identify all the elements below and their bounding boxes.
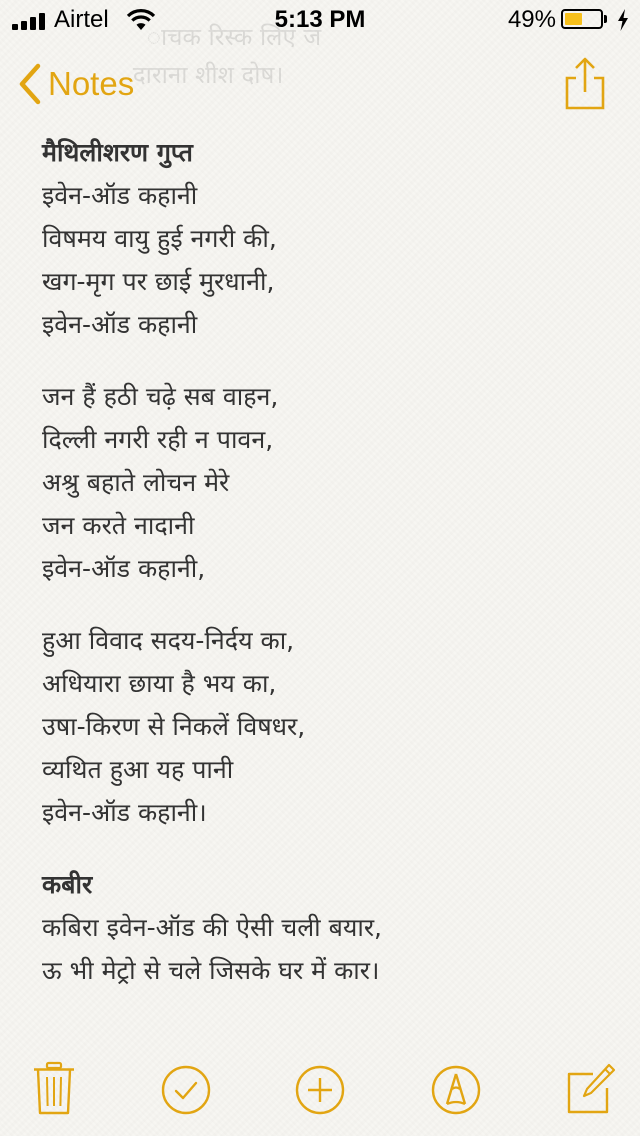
note-line: इवेन-ऑड कहानी xyxy=(42,310,198,339)
charging-bolt-icon xyxy=(617,9,629,31)
checklist-button[interactable] xyxy=(158,1060,214,1120)
add-button[interactable] xyxy=(292,1060,348,1120)
note-line: दिल्ली नगरी रही न पावन, xyxy=(42,425,274,454)
note-line: उषा-किरण से निकलें विषधर, xyxy=(42,712,306,741)
delete-note-button[interactable] xyxy=(26,1060,82,1120)
add-icon xyxy=(294,1064,346,1116)
note-line: इवेन-ऑड कहानी xyxy=(42,181,198,210)
bottom-toolbar xyxy=(0,1060,640,1124)
back-button-label: Notes xyxy=(48,65,135,102)
compose-note-button[interactable] xyxy=(562,1060,618,1120)
note-line: जन हैं हठी चढ़े सब वाहन, xyxy=(42,382,279,411)
compose-icon xyxy=(563,1062,617,1116)
chevron-left-icon xyxy=(18,63,42,105)
note-line: इवेन-ऑड कहानी, xyxy=(42,554,206,583)
back-to-notes-button[interactable] xyxy=(18,60,134,108)
poet-heading: मैथिलीशरण गुप्त xyxy=(42,138,193,167)
note-body[interactable] xyxy=(42,131,602,992)
note-line: कबिरा इवेन-ऑड की ऐसी चली बयार, xyxy=(42,913,383,942)
note-line: व्यथित हुआ यह पानी xyxy=(42,755,234,784)
note-line: अश्रु बहाते लोचन मेरे xyxy=(42,468,230,497)
poet-heading: कबीर xyxy=(42,870,93,899)
checklist-icon xyxy=(160,1064,212,1116)
note-line: इवेन-ऑड कहानी। xyxy=(42,798,207,827)
stanza-gap xyxy=(42,834,602,863)
sketch-button[interactable] xyxy=(428,1060,484,1120)
battery-percentage: 49% xyxy=(507,6,556,33)
battery-terminal xyxy=(604,15,607,23)
clock: 5:13 PM xyxy=(274,6,366,33)
note-line: ऊ भी मेट्रो से चले जिसके घर में कार। xyxy=(42,956,380,985)
note-line: अधियारा छाया है भय का, xyxy=(42,669,277,698)
battery-level xyxy=(565,13,582,25)
carrier-name: Airtel xyxy=(54,6,109,33)
stanza-gap xyxy=(42,590,602,619)
note-line: खग-मृग पर छाई मुरधानी, xyxy=(42,267,275,296)
note-line: जन करते नादानी xyxy=(42,511,195,540)
note-line: विषमय वायु हुई नगरी की, xyxy=(42,224,277,253)
trash-icon xyxy=(32,1060,76,1116)
sketch-icon xyxy=(430,1064,482,1116)
scrolled-text-behind-nav: ाचक रिस्क लिए ज दाराना शीश दोष। xyxy=(132,23,322,89)
note-line: हुआ विवाद सदय-निर्दय का, xyxy=(42,626,295,655)
share-icon[interactable] xyxy=(560,56,610,112)
battery-icon xyxy=(561,9,603,29)
stanza-gap xyxy=(42,346,602,375)
